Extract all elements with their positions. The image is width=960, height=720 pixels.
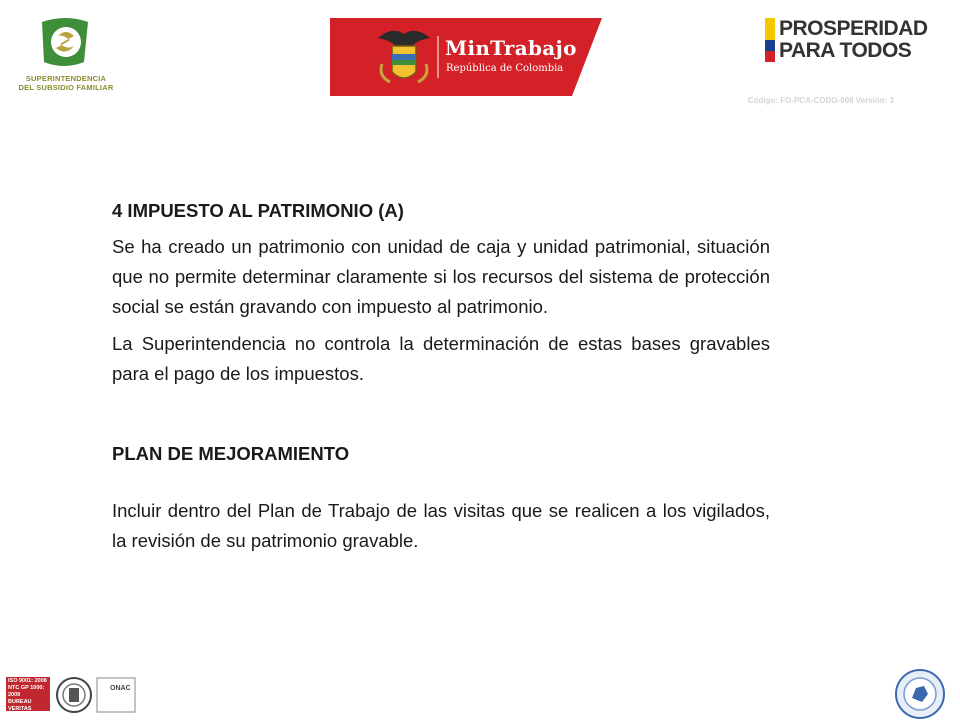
- iso-line3: BUREAU VERITAS: [8, 699, 32, 712]
- prosperidad-line1: PROSPERIDAD: [779, 17, 928, 40]
- prosperidad-logo: [765, 16, 945, 66]
- slide-content: [112, 196, 770, 563]
- document-code: Código: FO-PCA-CODO-008 Versión: 3: [747, 96, 894, 105]
- section2-paragraph1: Incluir dentro del Plan de Trabajo de las visitas que se realicen a los vigilados, la revisión de su patrimonio gravable.: [112, 500, 770, 551]
- section2-heading: PLAN DE MEJORAMIENTO: [112, 443, 350, 464]
- section1-paragraph2: La Superintendencia no controla la determinación de estas bases gravables para el pago de los impuestos.: [112, 333, 770, 384]
- onac-icon: [96, 677, 136, 713]
- ssf-logo-line1: SUPERINTENDENCIA: [25, 74, 107, 83]
- iso-line2: NTC GP 1000: 2009: [8, 685, 45, 698]
- ssf-logo-icon: [18, 14, 114, 74]
- section1-paragraph1: Se ha creado un patrimonio con unidad de caja y unidad patrimonial, situación que no permite determinar claramente si los recursos del sistema de protección social se están gravando con impuesto al patrimonio.: [112, 236, 770, 317]
- certification-logos: [6, 677, 146, 717]
- prosperidad-line2: PARA TODOS: [779, 39, 912, 62]
- section1-heading: 4 IMPUESTO AL PATRIMONIO (A): [112, 200, 404, 221]
- ssf-logo-line2: DEL SUBSIDIO FAMILIAR: [18, 83, 114, 92]
- superintendencia-logo: [18, 14, 114, 102]
- mintrabajo-banner: [330, 18, 602, 96]
- certification-seal-icon: [54, 675, 94, 715]
- iso-line4: Certification: [8, 713, 41, 719]
- onac-label: ONAC: [110, 685, 131, 692]
- mintrabajo-subtitle: República de Colombia: [446, 63, 564, 74]
- iso-line1: ISO 9001: 2008: [8, 678, 47, 684]
- flag-stripe-icon: [765, 18, 777, 62]
- iso-certification-box: [6, 677, 50, 719]
- mintrabajo-title: MinTrabajo: [445, 36, 577, 60]
- coat-of-arms-icon: [372, 24, 436, 90]
- superintendencia-logo-text: [18, 74, 114, 92]
- institutional-seal-icon: [894, 668, 946, 720]
